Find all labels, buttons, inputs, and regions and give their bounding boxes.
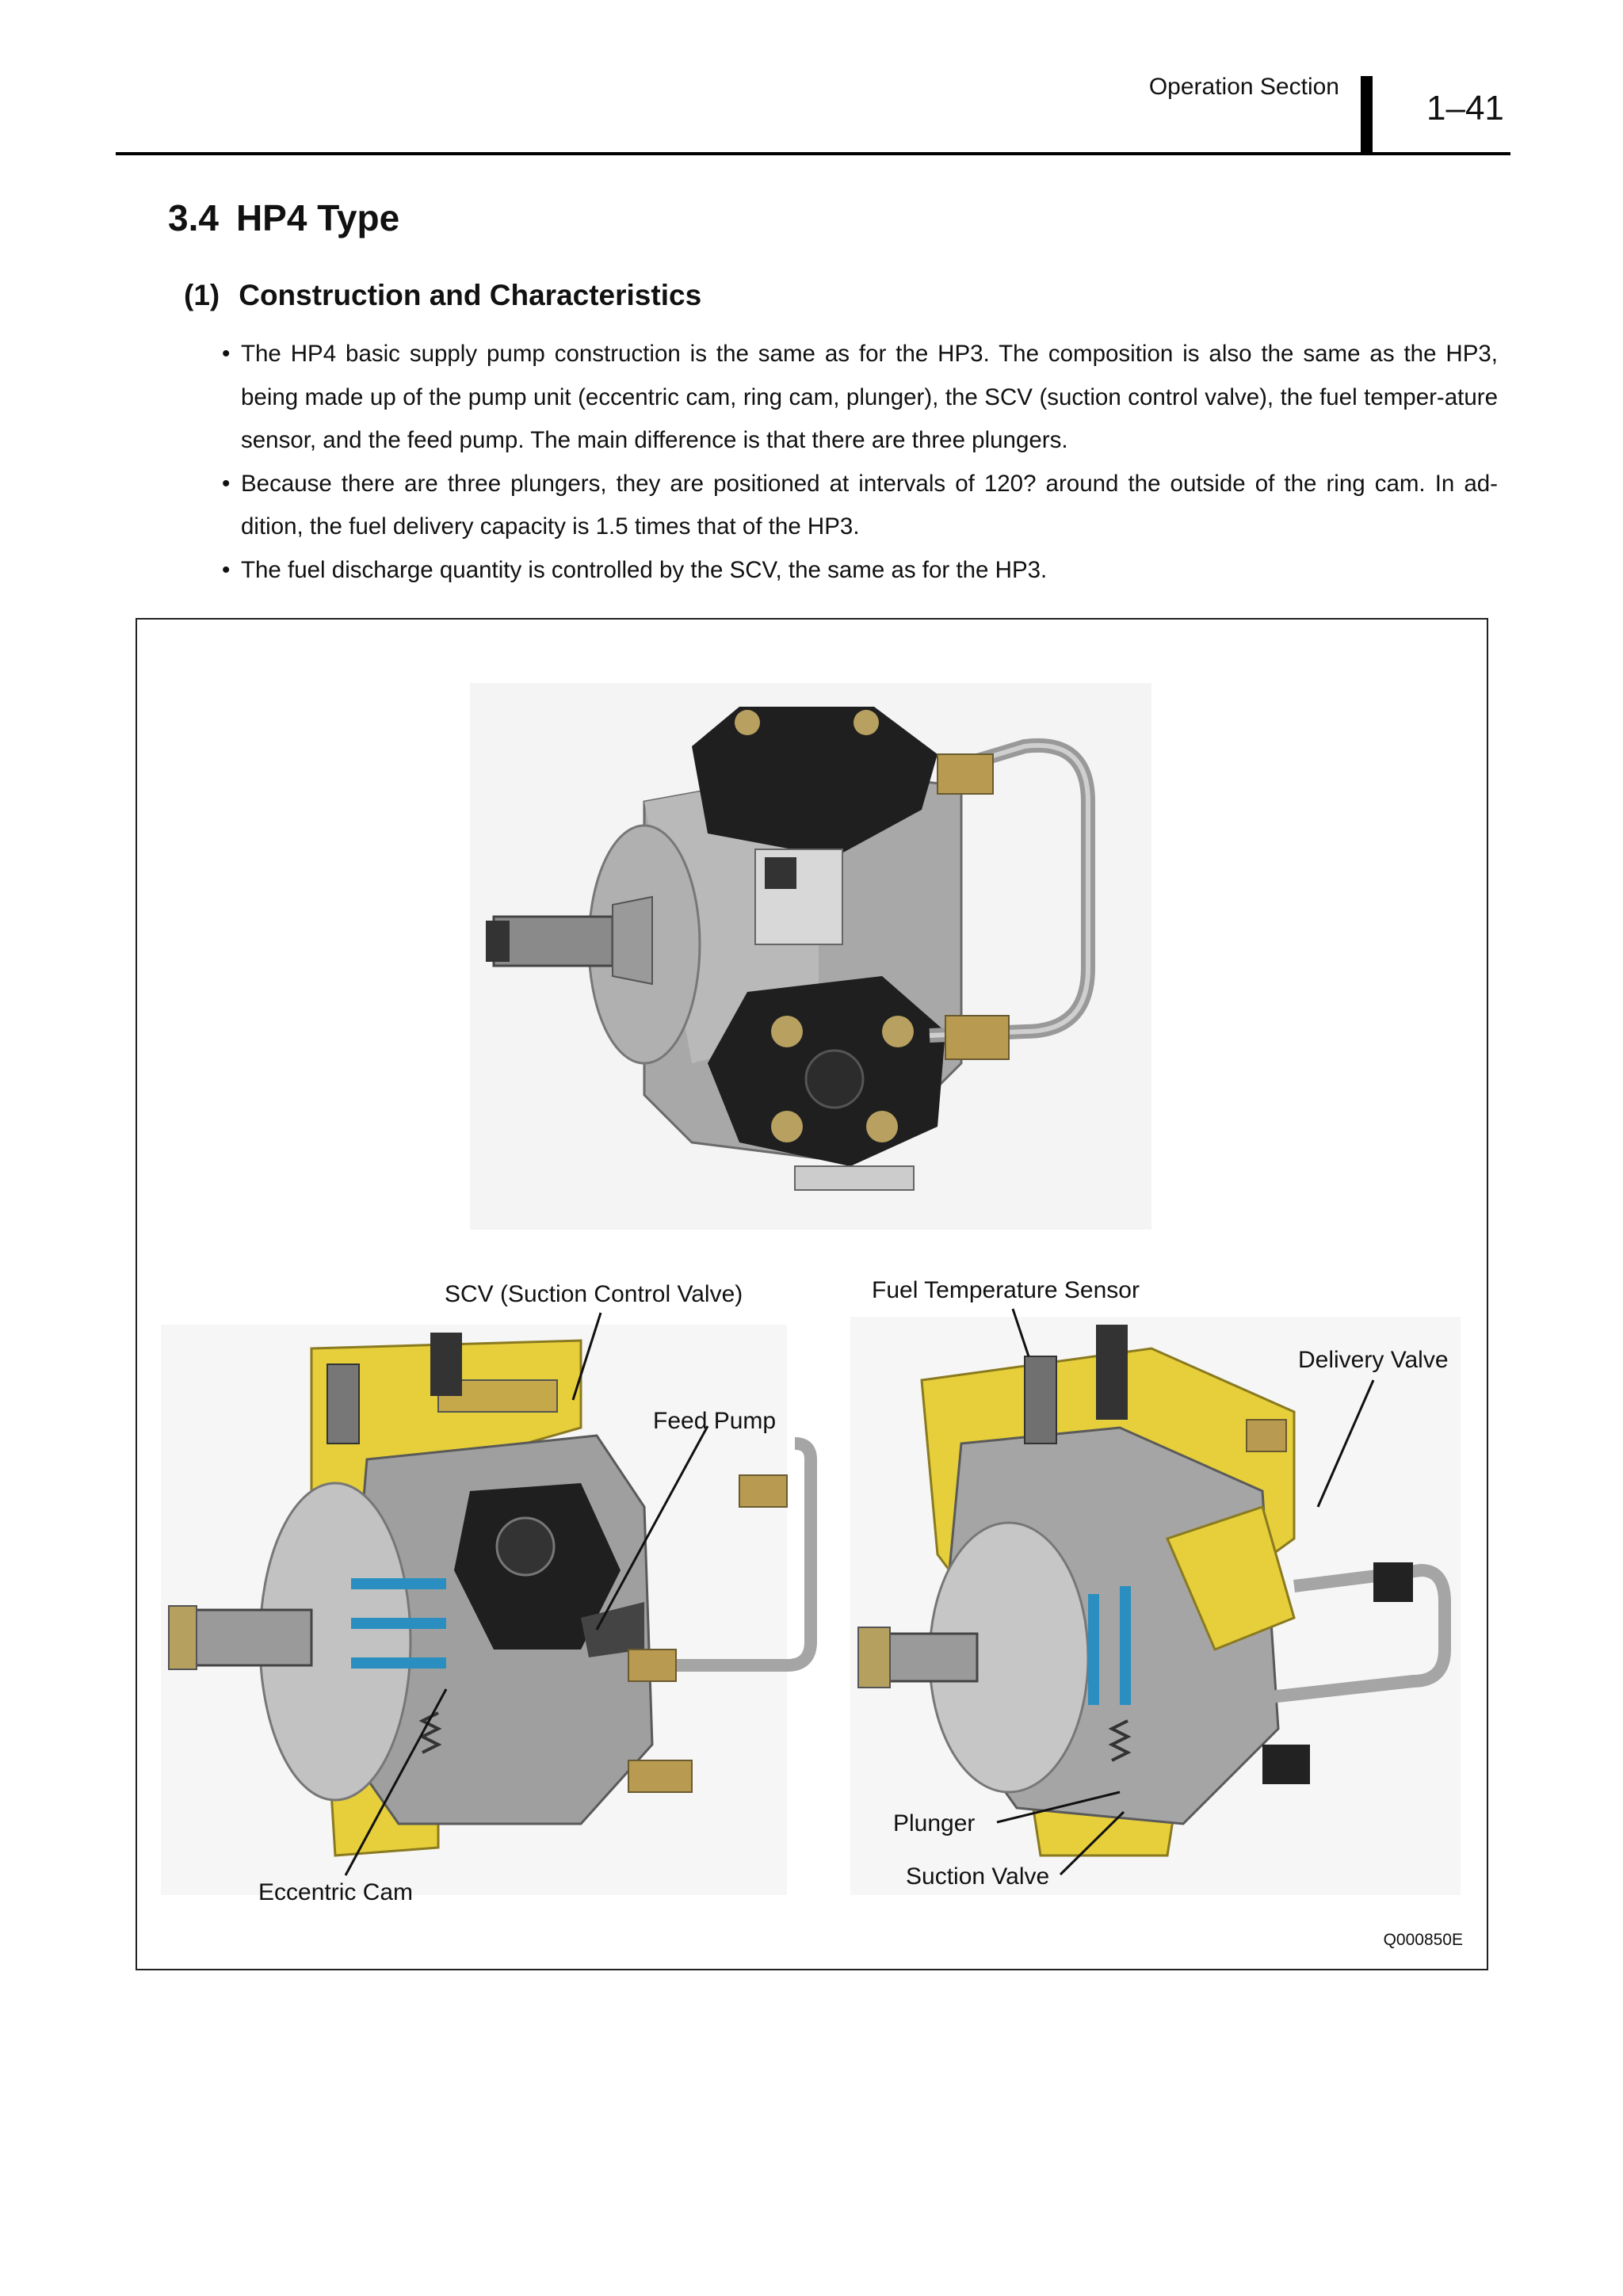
subsection-heading	[184, 279, 701, 312]
pump-illustration	[137, 620, 1487, 1969]
cutaway-right-image	[850, 1317, 1461, 1895]
bullet-text: The HP4 basic supply pump construction is the same as for the HP3. The composition is also the same as the HP3, being made up of the pump unit (eccentric cam, ring cam, plunger), the SCV (suction control valve), the fuel temper-ature sensor, and the feed pump. The main difference is that there are three plungers.	[241, 341, 1498, 453]
scv-label: SCV (Suction Control Valve)	[445, 1281, 743, 1307]
section-heading	[168, 196, 399, 239]
pump-figure	[136, 618, 1488, 1970]
bullet-text: Because there are three plungers, they are positioned at intervals of 120? around the outside of the ring cam. In ad-dition, the fuel delivery capacity is 1.5 times that of the HP3.	[241, 470, 1498, 540]
section-title: HP4 Type	[235, 197, 400, 238]
exterior-pump-image	[470, 683, 1151, 1230]
feed-pump-label: Feed Pump	[653, 1408, 777, 1434]
bullet-text: The fuel discharge quantity is controlled by the SCV, the same as for the HP3.	[241, 556, 1048, 583]
running-header-section: Operation Section	[1148, 74, 1339, 100]
subsection-title: Construction and Characteristics	[239, 279, 702, 311]
delivery-valve-label: Delivery Valve	[1298, 1347, 1449, 1373]
section-number: 3.4	[168, 197, 219, 238]
page-number: 1–41	[1426, 89, 1504, 128]
bullet-item: • The fuel discharge quantity is controlled by the SCV, the same as for the HP3.	[222, 556, 1048, 583]
eccentric-cam-label: Eccentric Cam	[258, 1879, 414, 1905]
fuel-temp-sensor-label: Fuel Temperature Sensor	[872, 1277, 1140, 1303]
bullet-item: • The HP4 basic supply pump construction is the same as for the HP3. The composition is also the same as the HP3, being made up of the pump unit (eccentric cam, ring cam, plunger), the SCV (suction control valve), the fuel temper-ature sensor, and the feed pump. The main difference is that there are three plungers.	[222, 341, 1498, 453]
suction-valve-label: Suction Valve	[906, 1863, 1050, 1890]
plunger-label: Plunger	[893, 1810, 976, 1836]
bullet-item: • Because there are three plungers, they are positioned at intervals of 120? around the outside of the ring cam. In ad-dition, the fuel delivery capacity is 1.5 times that of the HP3.	[222, 470, 1498, 540]
header-bar	[1361, 76, 1373, 154]
header-rule	[116, 152, 1510, 155]
figure-code: Q000850E	[1383, 1931, 1463, 1949]
subsection-number: (1)	[184, 279, 220, 311]
bullet-list	[219, 333, 1498, 592]
